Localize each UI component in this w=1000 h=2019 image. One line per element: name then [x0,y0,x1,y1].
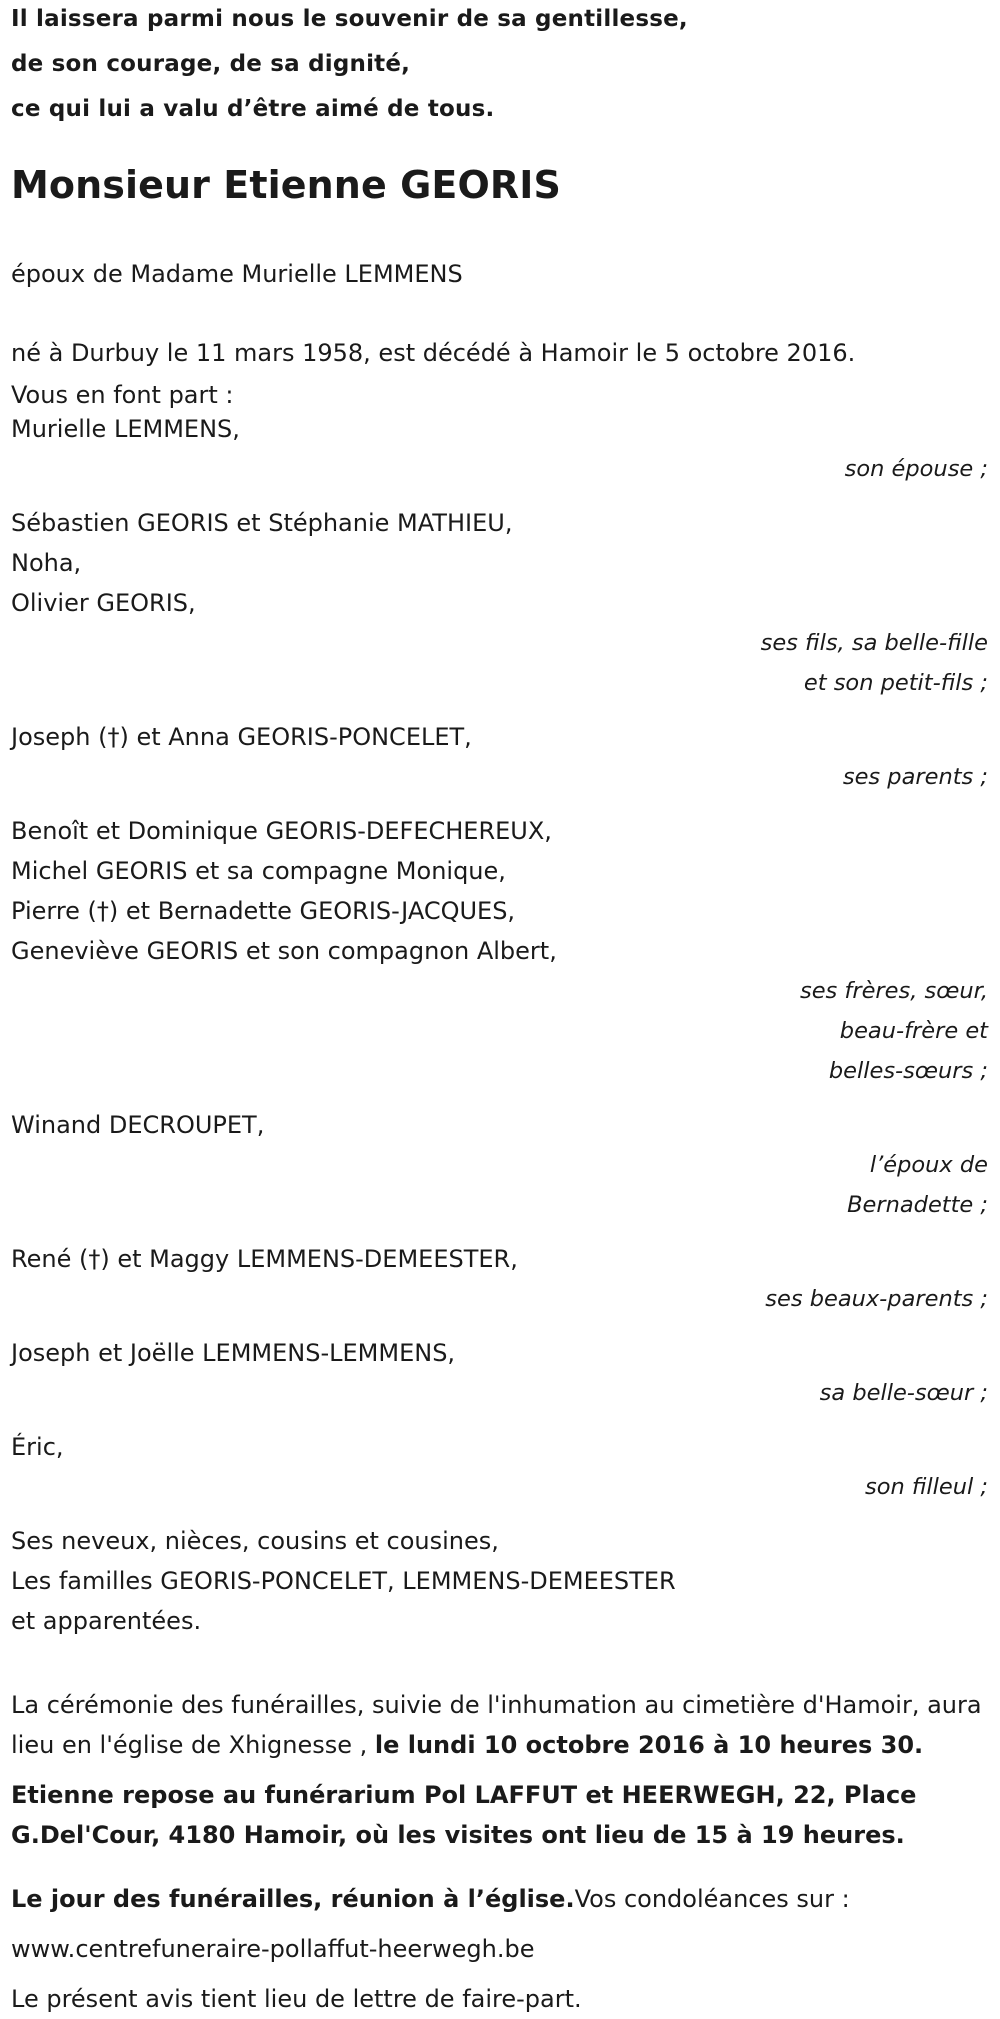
family-member-name: Michel GEORIS et sa compagne Monique, [11,857,506,886]
family-names [11,503,989,623]
family-relation-line: beau-frère et [839,1018,988,1045]
condolences-intro: Vos condoléances sur : [574,1885,850,1914]
family-member-name: Noha, [11,549,82,578]
spouse-line: époux de Madame Murielle LEMMENS [11,259,463,288]
family-relation-line: Bernadette ; [847,1192,988,1219]
family-relation-line: belles-sœurs ; [828,1058,988,1085]
final-note: Le présent avis tient lieu de lettre de faire-part. [11,1985,582,2014]
extended-family-line-3: et apparentées. [11,1607,202,1636]
memorial-quote [11,0,989,121]
ceremony-date: le lundi 10 octobre 2016 à 10 heures 30. [374,1731,924,1760]
birth-death-line: né à Durbuy le 11 mars 1958, est décédé à Hamoir le 5 octobre 2016. [11,339,856,368]
family-relation-line: son épouse ; [844,456,988,483]
family-group [11,717,989,797]
family-member-name: Sébastien GEORIS et Stéphanie MATHIEU, [11,509,513,538]
family-group [11,1239,989,1319]
family-group [11,1333,989,1413]
family-relation [11,757,989,797]
quote-line-2: de son courage, de sa dignité, [11,51,411,77]
family-member-name: René (†) et Maggy LEMMENS-DEMEESTER, [11,1245,518,1274]
family-names [11,409,989,449]
condolences-website: www.centrefuneraire-pollaffut-heerwegh.be [11,1935,535,1964]
funeral-day-line [11,1879,989,1919]
family-relation-line: ses beaux-parents ; [765,1286,988,1313]
family-member-name: Geneviève GEORIS et son compagnon Albert, [11,937,557,966]
family-relation-line: sa belle-sœur ; [819,1380,988,1407]
funeral-day-meeting: Le jour des funérailles, réunion à l’église. [11,1885,575,1914]
family-member-name: Murielle LEMMENS, [11,415,240,444]
family-relation [11,449,989,489]
ceremony-paragraph [11,1685,989,1765]
family-member-name: Éric, [11,1433,64,1462]
family-group [11,811,989,1091]
quote-line-3: ce qui lui a valu d’être aimé de tous. [11,96,495,122]
announcement-intro: Vous en font part : [11,380,234,409]
extended-family-line-2: Les familles GEORIS-PONCELET, LEMMENS-DEMEESTER [11,1567,676,1596]
family-relation [11,1373,989,1413]
family-member-name: Winand DECROUPET, [11,1111,265,1140]
family-group [11,503,989,703]
ceremony-info [11,1685,989,1765]
deceased-name: Monsieur Etienne GEORIS [11,163,561,207]
family-relation-line: ses frères, sœur, [799,978,988,1005]
family-relation [11,971,989,1091]
ceremony-text: La cérémonie des funérailles, suivie de l'inhumation au cimetière d'Hamoir, aura lieu en l'église de Xhignesse , [11,1691,982,1760]
family-group [11,1105,989,1225]
family-names [11,717,989,757]
family-member-name: Benoît et Dominique GEORIS-DEFECHEREUX, [11,817,552,846]
family-member-name: Joseph (†) et Anna GEORIS-PONCELET, [11,723,472,752]
family-relation [11,1145,989,1225]
funeral-home-info: Etienne repose au funérarium Pol LAFFUT et HEERWEGH, 22, Place G.Del'Cour, 4180 Hamoir, où les visites ont lieu de 15 à 19 heures. [11,1781,917,1850]
family-group [11,409,989,489]
family-member-name: Pierre (†) et Bernadette GEORIS-JACQUES, [11,897,516,926]
family-relation-line: ses fils, sa belle-fille [760,630,988,657]
family-relation-line: l’époux de [869,1152,988,1179]
family-relation [11,1467,989,1507]
family-names [11,1105,989,1145]
family-relation-line: et son petit-fils ; [803,670,988,697]
family-list [11,409,989,1507]
family-member-name: Joseph et Joëlle LEMMENS-LEMMENS, [11,1339,456,1368]
extended-family [11,1521,989,1641]
family-member-name: Olivier GEORIS, [11,589,196,618]
family-names [11,811,989,971]
family-names [11,1333,989,1373]
family-relation-line: son filleul ; [864,1474,988,1501]
family-relation [11,623,989,703]
extended-family-line-1: Ses neveux, nièces, cousins et cousines, [11,1527,499,1556]
family-relation [11,1279,989,1319]
quote-line-1: Il laissera parmi nous le souvenir de sa gentillesse, [11,6,688,32]
family-names [11,1427,989,1467]
family-group [11,1427,989,1507]
family-relation-line: ses parents ; [842,764,988,791]
family-names [11,1239,989,1279]
